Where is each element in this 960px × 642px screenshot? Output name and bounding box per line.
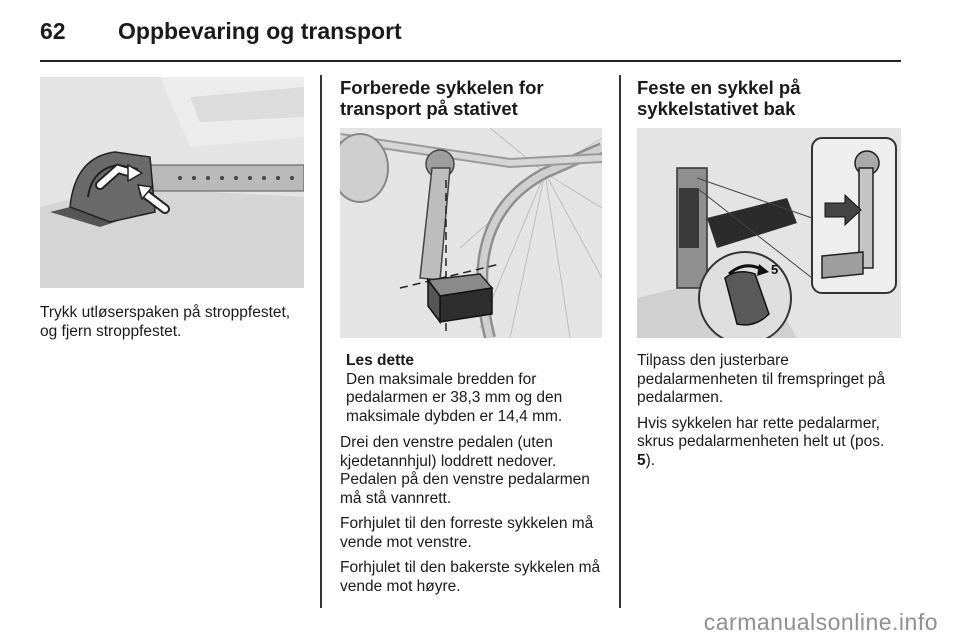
heading-line: Feste en sykkel på	[637, 77, 801, 98]
position-suffix: ).	[645, 451, 656, 469]
strap-release-illustration	[40, 77, 304, 288]
paragraph-text: Hvis sykkelen har rette pedalarmer, skrus pedalarmenheten helt ut (pos.	[637, 414, 885, 450]
note-text: Den maksimale bredden for pedalarmen er 38,3 mm og den maksimale dybden er 14,4 mm.	[346, 370, 563, 425]
paragraph: Forhjulet til den forreste sykkelen må vende mot venstre.	[340, 515, 594, 551]
page-title: Oppbevaring og transport	[118, 18, 402, 44]
paragraph: Forhjulet til den bakerste sykkelen må vende mot høyre.	[340, 559, 601, 595]
paragraph: Tilpass den justerbare pedalarmenheten til fremspringet på pedalarmen.	[637, 352, 886, 406]
prepare-bike-instructions	[340, 434, 606, 603]
attach-bike-instructions	[637, 352, 905, 477]
info-note	[346, 352, 602, 426]
strap-release-drawing	[40, 77, 304, 288]
callout-number-5: 5	[771, 262, 779, 277]
section-heading-prepare-bike	[340, 77, 610, 119]
column-divider-left	[320, 75, 322, 608]
column-divider-right	[619, 75, 621, 608]
section-heading-attach-bike	[637, 77, 907, 119]
pedal-arm-adjust-illustration	[637, 128, 901, 338]
pedal-alignment-illustration	[340, 128, 602, 338]
strap-release-caption: Trykk utløserspaken på stroppfestet, og fjern stroppfestet.	[40, 304, 291, 340]
heading-line: sykkelstativet bak	[637, 98, 796, 119]
paragraph: Drei den venstre pedalen (uten kjedetannhjul) loddrett nedover. Pedalen på den venstre pedalarmen må stå vannrett.	[340, 434, 590, 507]
pedal-alignment-drawing	[340, 128, 602, 338]
paragraph-with-position	[637, 415, 905, 471]
heading-line: Forberede sykkelen for	[340, 77, 544, 98]
watermark: carmanualsonline.info	[703, 609, 938, 635]
header-rule	[40, 60, 901, 62]
pedal-arm-adjust-drawing	[637, 128, 901, 338]
note-title: Les dette	[346, 352, 415, 369]
page-number: 62	[40, 18, 66, 44]
heading-line: transport på stativet	[340, 98, 518, 119]
position-number: 5	[637, 451, 646, 469]
